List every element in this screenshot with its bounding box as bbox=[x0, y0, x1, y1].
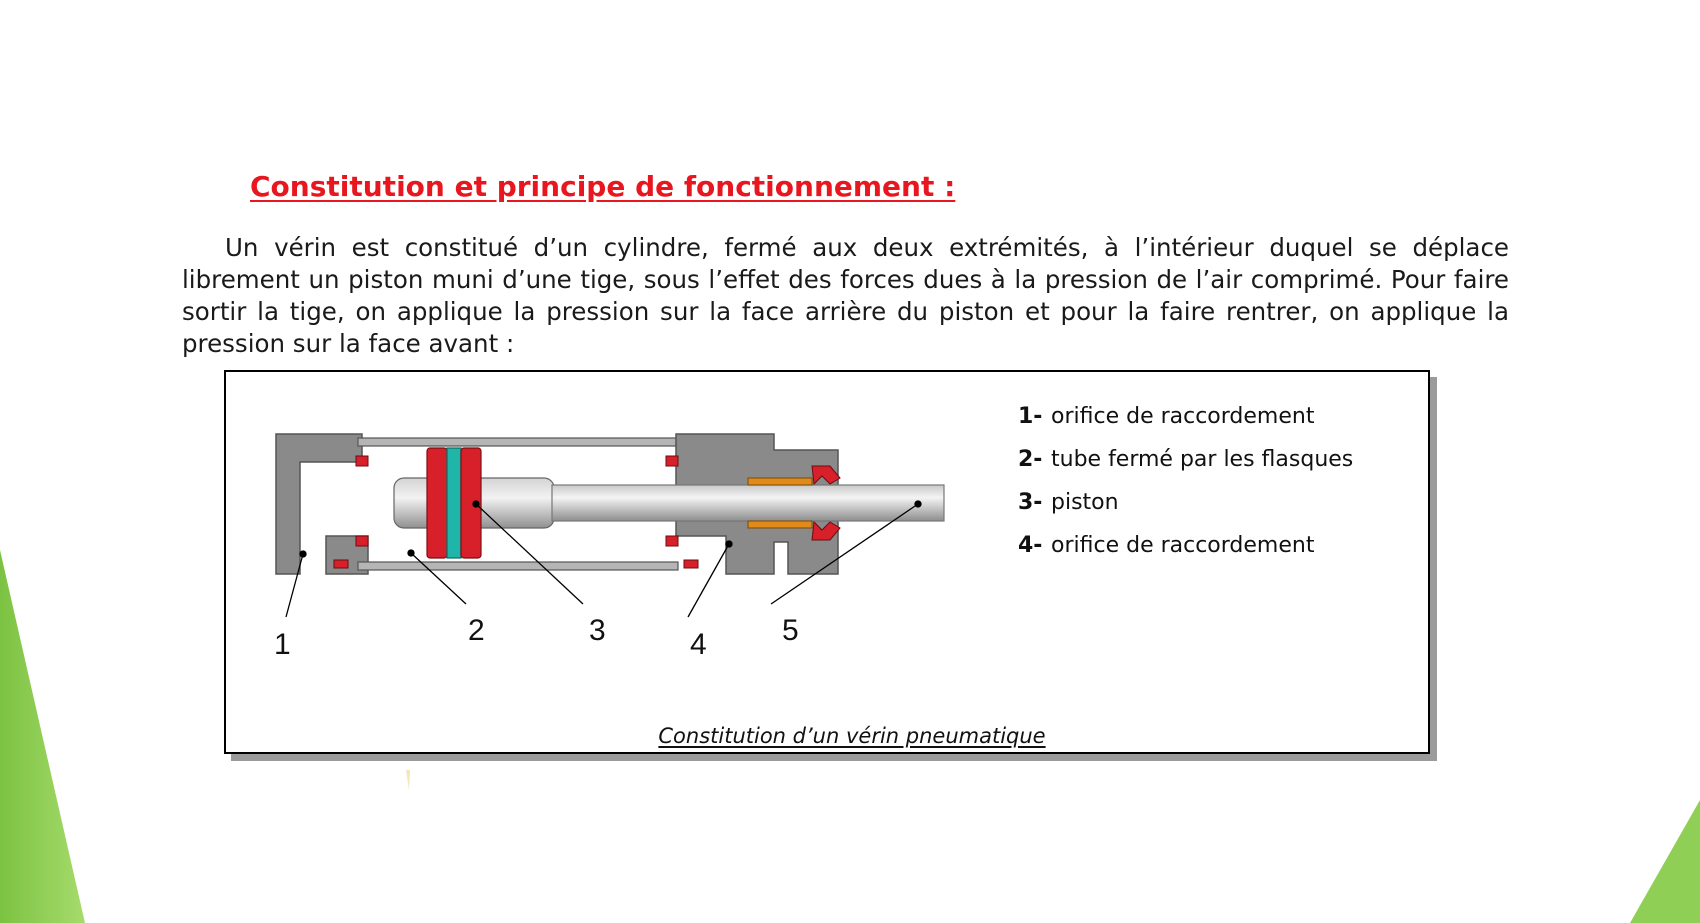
stray-mark bbox=[404, 768, 412, 792]
legend-list bbox=[1018, 404, 1353, 576]
rod-guide-bottom bbox=[748, 521, 812, 528]
front-seal-lower bbox=[684, 560, 698, 568]
rod-guide-top bbox=[748, 478, 812, 485]
piston-disc-rear bbox=[427, 448, 447, 558]
figure-caption: Constitution d’un vérin pneumatique bbox=[658, 724, 1046, 748]
intro-paragraph: Un vérin est constitué d’un cylindre, fermé aux deux extrémités, à l’intérieur duquel se déplace librement un piston muni d’une tige, sous l’effet des forces dues à la pression de l’air comprimé. Pour faire sortir la tige, on applique la pression sur la face arrière du piston et pour la faire rentrer, on applique la pression sur la face avant : bbox=[182, 233, 1509, 358]
callout-5: 5 bbox=[782, 614, 799, 647]
rear-seal-bottom bbox=[356, 536, 368, 546]
callout-3: 3 bbox=[589, 614, 606, 647]
rear-seal-lower bbox=[334, 560, 348, 568]
pneumatic-cylinder-diagram bbox=[226, 372, 1026, 712]
green-corner-decoration-left bbox=[0, 550, 90, 923]
callout-2: 2 bbox=[468, 614, 485, 647]
front-seal-top bbox=[666, 456, 678, 466]
rear-seal-top bbox=[356, 456, 368, 466]
legend-item: 4- orifice de raccordement bbox=[1018, 533, 1315, 558]
green-corner-decoration-right bbox=[1630, 800, 1700, 923]
callout-4: 4 bbox=[690, 628, 707, 661]
callout-1: 1 bbox=[274, 628, 291, 661]
front-seal-bottom bbox=[666, 536, 678, 546]
piston-disc-middle bbox=[447, 448, 461, 558]
piston-rod bbox=[552, 485, 944, 521]
legend-item: 1- orifice de raccordement bbox=[1018, 404, 1315, 429]
section-heading: Constitution et principe de fonctionnement : bbox=[250, 170, 956, 203]
legend-item: 2- tube fermé par les flasques bbox=[1018, 447, 1354, 472]
legend-item: 3- piston bbox=[1018, 490, 1119, 515]
tube-top-wall bbox=[358, 438, 678, 446]
figure-frame bbox=[224, 370, 1430, 754]
tube-bottom-wall bbox=[358, 562, 678, 570]
